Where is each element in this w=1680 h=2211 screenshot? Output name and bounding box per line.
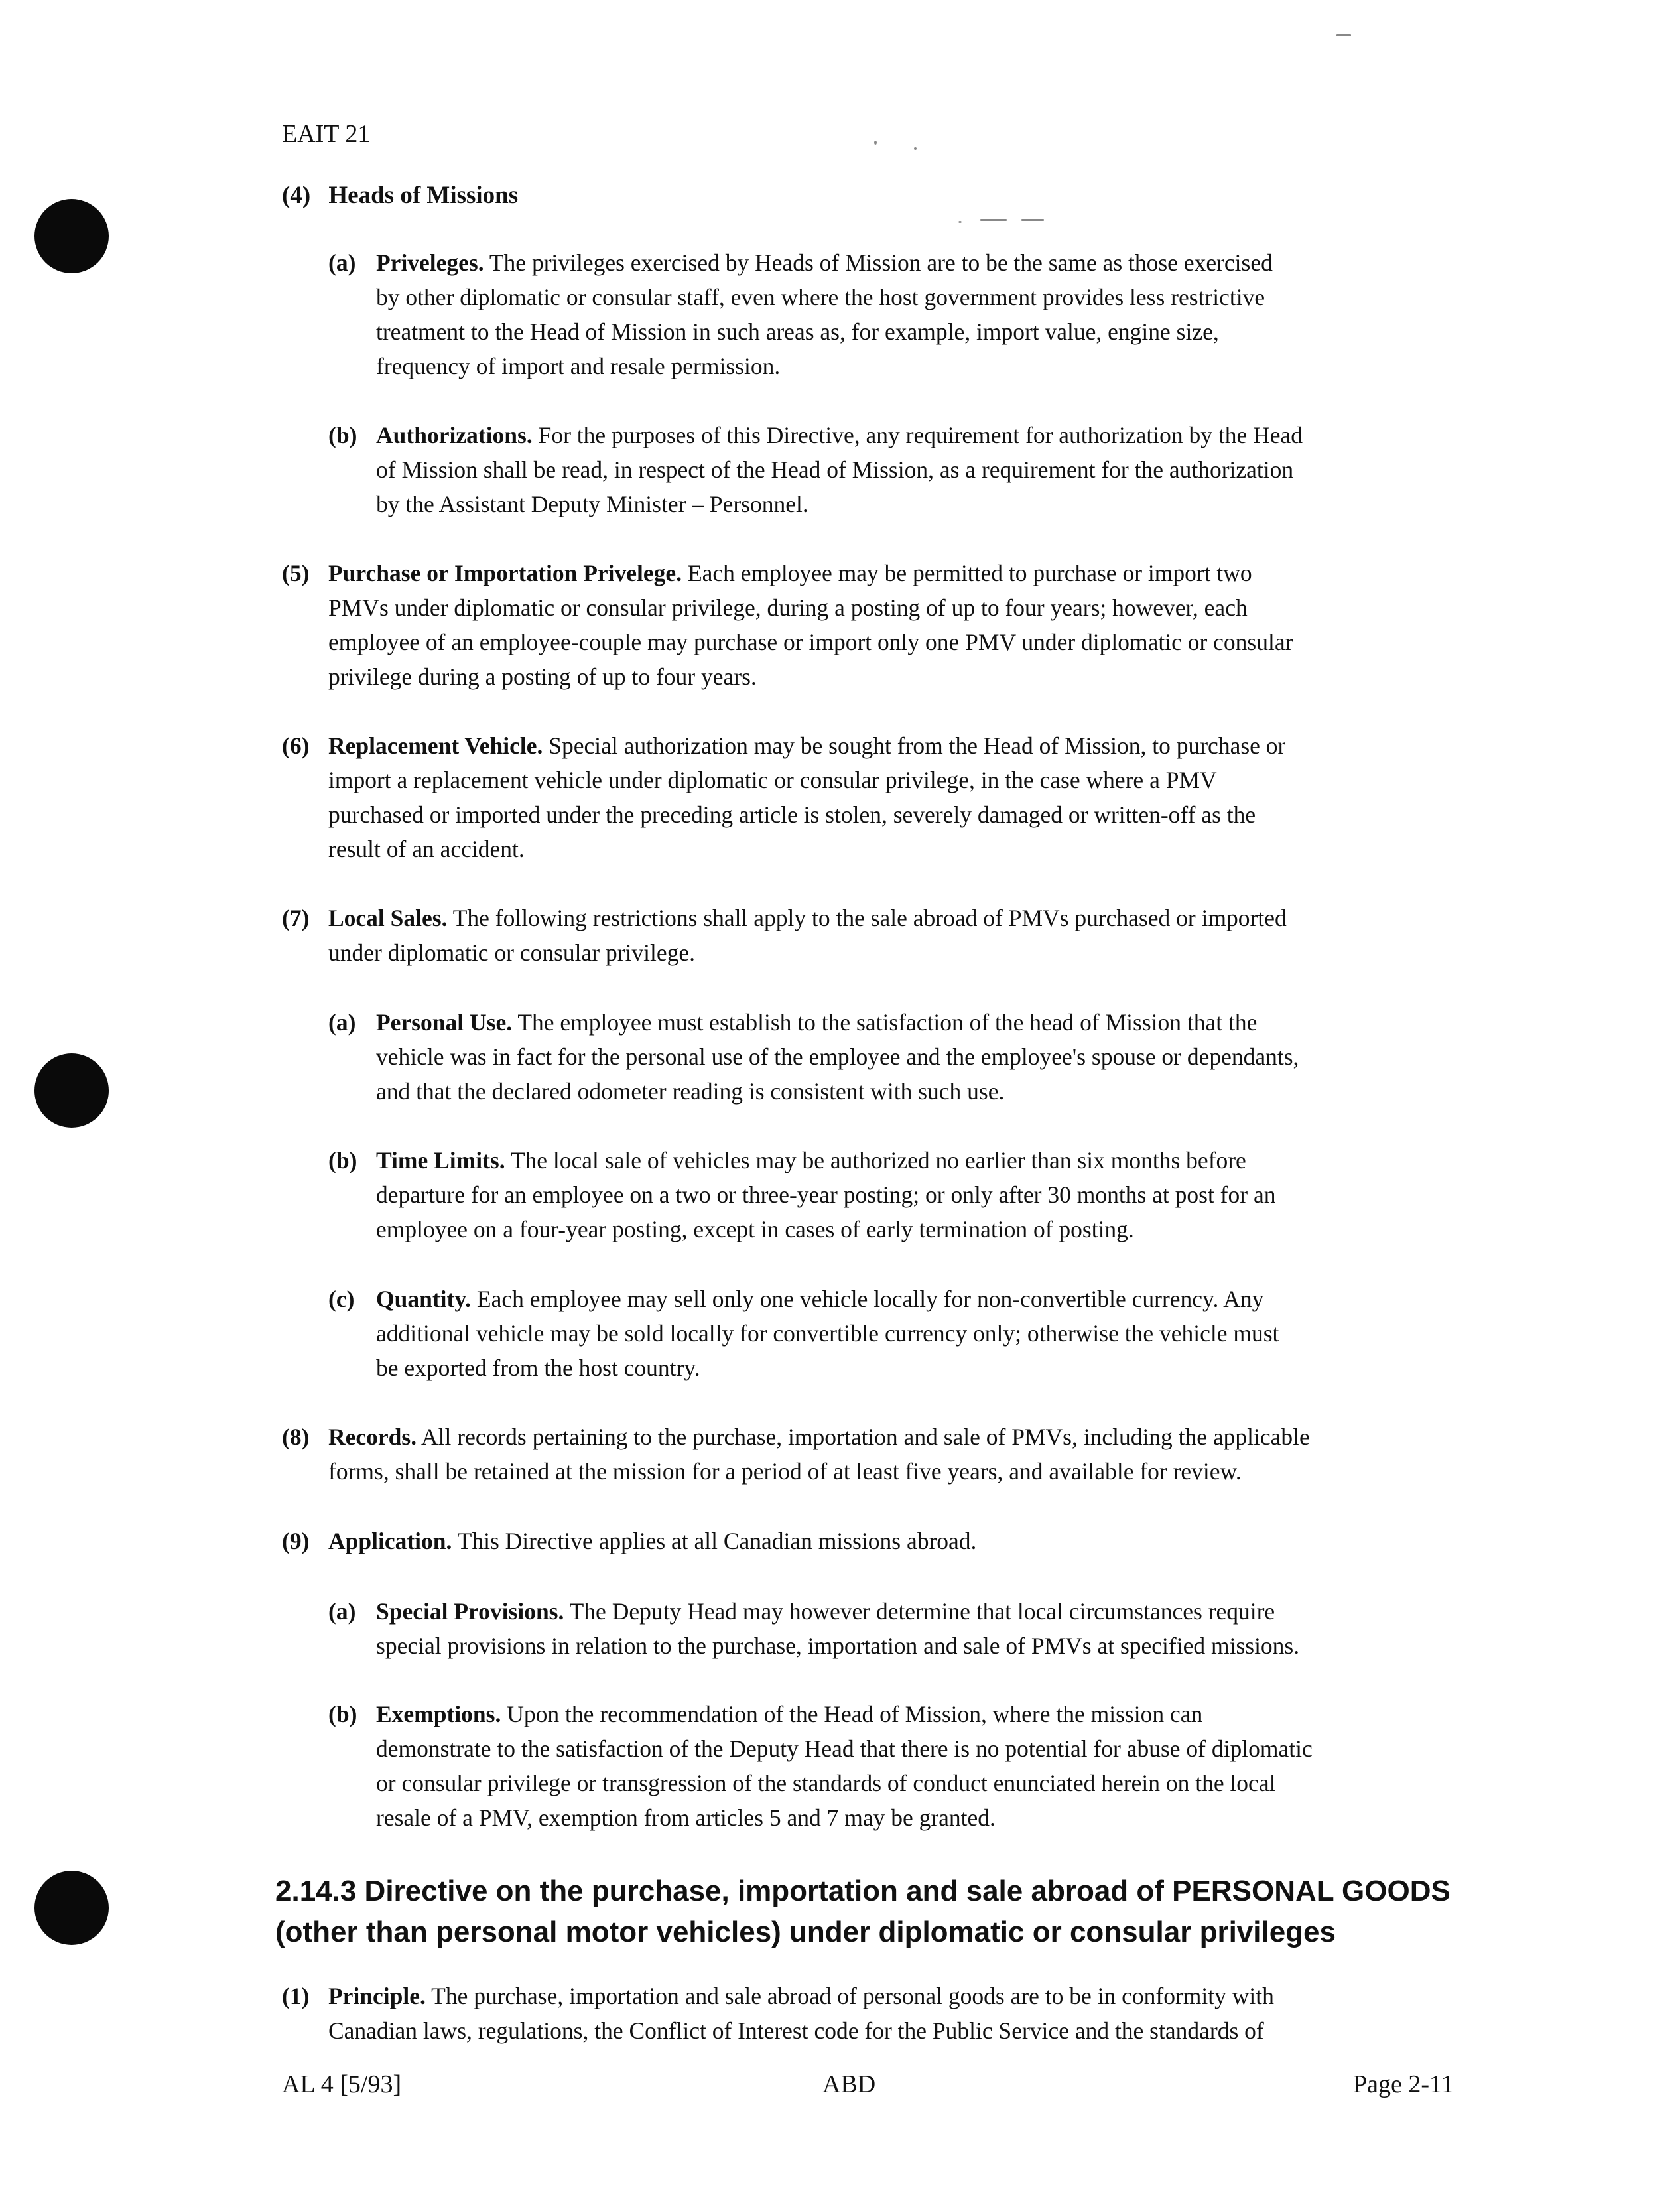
- section-title: [275, 1871, 1469, 1953]
- section-text-line: under diplomatic or consular privilege.: [328, 939, 696, 966]
- clause-term: Personal Use.: [376, 1009, 513, 1036]
- section-1-principle: [282, 1979, 1466, 2048]
- clause-text-line: or consular privilege or transgression of the standards of conduct enunciated herein on the local: [376, 1770, 1276, 1796]
- clause-7a: [328, 1005, 1466, 1108]
- clause-text-line: The local sale of vehicles may be authorized no earlier than six months before: [510, 1147, 1246, 1173]
- section-6: [282, 728, 1466, 866]
- scan-speck: [1021, 219, 1044, 221]
- section-term: Replacement Vehicle.: [328, 732, 543, 759]
- clause-number: (a): [328, 1598, 356, 1625]
- clause-text-line: of Mission shall be read, in respect of the Head of Mission, as a requirement for the authorization: [376, 456, 1294, 483]
- clause-number: (b): [328, 1147, 357, 1173]
- section-title-caps: PERSONAL GOODS: [1172, 1875, 1451, 1907]
- section-heading-text: Heads of Missions: [328, 182, 519, 209]
- section-text-line: import a replacement vehicle under diplomatic or consular privilege, in the case where a PMV: [328, 767, 1217, 793]
- section-text-line: employee of an employee-couple may purchase or import only one PMV under diplomatic or consular: [328, 629, 1293, 655]
- clause-text-line: The employee must establish to the satisfaction of the head of Mission that the: [517, 1009, 1258, 1036]
- clause-7c: [328, 1282, 1466, 1385]
- clause-text-line: and that the declared odometer reading is consistent with such use.: [376, 1078, 1005, 1105]
- binder-hole: [34, 1053, 109, 1128]
- section-5: [282, 556, 1466, 694]
- binder-hole: [34, 199, 109, 273]
- section-text-line: All records pertaining to the purchase, importation and sale of PMVs, including the applicable: [421, 1424, 1310, 1450]
- clause-text-line: additional vehicle may be sold locally for convertible currency only; otherwise the vehicle must: [376, 1320, 1279, 1347]
- clause-text-line: by other diplomatic or consular staff, even where the host government provides less restrictive: [376, 284, 1265, 310]
- section-text-line: The purchase, importation and sale abroad of personal goods are to be in conformity with: [431, 1983, 1274, 2009]
- section-text-line: The following restrictions shall apply to the sale abroad of PMVs purchased or imported: [452, 905, 1287, 931]
- section-text-line: Each employee may be permitted to purchase or import two: [687, 560, 1252, 586]
- clause-text-line: be exported from the host country.: [376, 1355, 700, 1381]
- clause-text-line: employee on a four-year posting, except in cases of early termination of posting.: [376, 1216, 1134, 1242]
- section-number: (4): [282, 182, 311, 209]
- clause-term: Quantity.: [376, 1286, 472, 1312]
- clause-number: (a): [328, 249, 356, 276]
- clause-number: (c): [328, 1286, 355, 1312]
- section-text-line: purchased or imported under the preceding article is stolen, severely damaged or written-off as the: [328, 801, 1256, 828]
- clause-number: (b): [328, 422, 357, 448]
- section-text-line: result of an accident.: [328, 836, 525, 862]
- section-term: Records.: [328, 1424, 417, 1450]
- clause-text-line: treatment to the Head of Mission in such areas as, for example, import value, engine size,: [376, 318, 1219, 345]
- section-number: (8): [282, 1424, 310, 1450]
- section-term: Local Sales.: [328, 905, 448, 931]
- footer-amendment: AL 4 [5/93]: [282, 2070, 402, 2098]
- binder-hole: [34, 1871, 109, 1945]
- clause-term: Exemptions.: [376, 1701, 501, 1727]
- section-text-line: Canadian laws, regulations, the Conflict of Interest code for the Public Service and the standards of: [328, 2017, 1264, 2044]
- clause-text-line: frequency of import and resale permission.: [376, 353, 781, 379]
- section-term: Application.: [328, 1528, 452, 1554]
- clause-7b: [328, 1143, 1466, 1246]
- clause-text-line: Each employee may sell only one vehicle locally for non-convertible currency. Any: [476, 1286, 1264, 1312]
- clause-number: (a): [328, 1009, 356, 1036]
- section-text-line: Special authorization may be sought from the Head of Mission, to purchase or: [549, 732, 1286, 759]
- section-number: (7): [282, 905, 310, 931]
- clause-text-line: For the purposes of this Directive, any requirement for authorization by the Head: [538, 422, 1303, 448]
- scan-speck: [958, 221, 962, 223]
- scan-speck: [914, 147, 917, 150]
- clause-text-line: Upon the recommendation of the Head of Mission, where the mission can: [507, 1701, 1203, 1727]
- section-text-line: forms, shall be retained at the mission for a period of at least five years, and available for review.: [328, 1458, 1242, 1485]
- scan-speck: [874, 141, 877, 145]
- section-number: (9): [282, 1528, 310, 1554]
- section-4-heading: [282, 181, 518, 210]
- clause-term: Authorizations.: [376, 422, 533, 448]
- clause-text-line: by the Assistant Deputy Minister – Personnel.: [376, 491, 808, 517]
- clause-9b: [328, 1697, 1466, 1835]
- scan-speck: [980, 219, 1007, 221]
- section-text-line: This Directive applies at all Canadian missions abroad.: [457, 1528, 977, 1554]
- clause-text-line: special provisions in relation to the purchase, importation and sale of PMVs at specified missions.: [376, 1633, 1300, 1659]
- section-8: [282, 1420, 1466, 1489]
- section-7: [282, 901, 1466, 970]
- footer-code: ABD: [822, 2070, 876, 2098]
- clause-text-line: The Deputy Head may however determine that local circumstances require: [569, 1598, 1275, 1625]
- clause-4a: [328, 245, 1466, 383]
- section-9: [282, 1524, 1466, 1558]
- document-id: EAIT 21: [282, 120, 371, 148]
- clause-text-line: departure for an employee on a two or three-year posting; or only after 30 months at post for an: [376, 1181, 1276, 1208]
- scan-speck: [1336, 34, 1351, 36]
- clause-number: (b): [328, 1701, 357, 1727]
- clause-4b: [328, 418, 1466, 521]
- section-title-part2: (other than personal motor vehicles) under diplomatic or consular privileges: [275, 1916, 1336, 1948]
- section-number: (5): [282, 560, 310, 586]
- footer-page-number: Page 2-11: [1353, 2070, 1454, 2098]
- clause-text-line: The privileges exercised by Heads of Mission are to be the same as those exercised: [489, 249, 1273, 276]
- clause-term: Time Limits.: [376, 1147, 505, 1173]
- section-term: Principle.: [328, 1983, 426, 2009]
- section-number: (1): [282, 1983, 310, 2009]
- clause-text-line: resale of a PMV, exemption from articles 5 and 7 may be granted.: [376, 1804, 996, 1831]
- clause-term: Special Provisions.: [376, 1598, 564, 1625]
- clause-text-line: demonstrate to the satisfaction of the Deputy Head that there is no potential for abuse of diplomatic: [376, 1735, 1313, 1762]
- clause-9a: [328, 1594, 1466, 1663]
- section-text-line: PMVs under diplomatic or consular privilege, during a posting of up to four years; however, each: [328, 594, 1248, 621]
- section-term: Purchase or Importation Privelege.: [328, 560, 682, 586]
- section-text-line: privilege during a posting of up to four years.: [328, 663, 757, 690]
- clause-text-line: vehicle was in fact for the personal use of the employee and the employee's spouse or dependants,: [376, 1043, 1299, 1070]
- section-number: (6): [282, 732, 310, 759]
- section-title-part1: 2.14.3 Directive on the purchase, importation and sale abroad of: [275, 1875, 1164, 1907]
- clause-term: Priveleges.: [376, 249, 484, 276]
